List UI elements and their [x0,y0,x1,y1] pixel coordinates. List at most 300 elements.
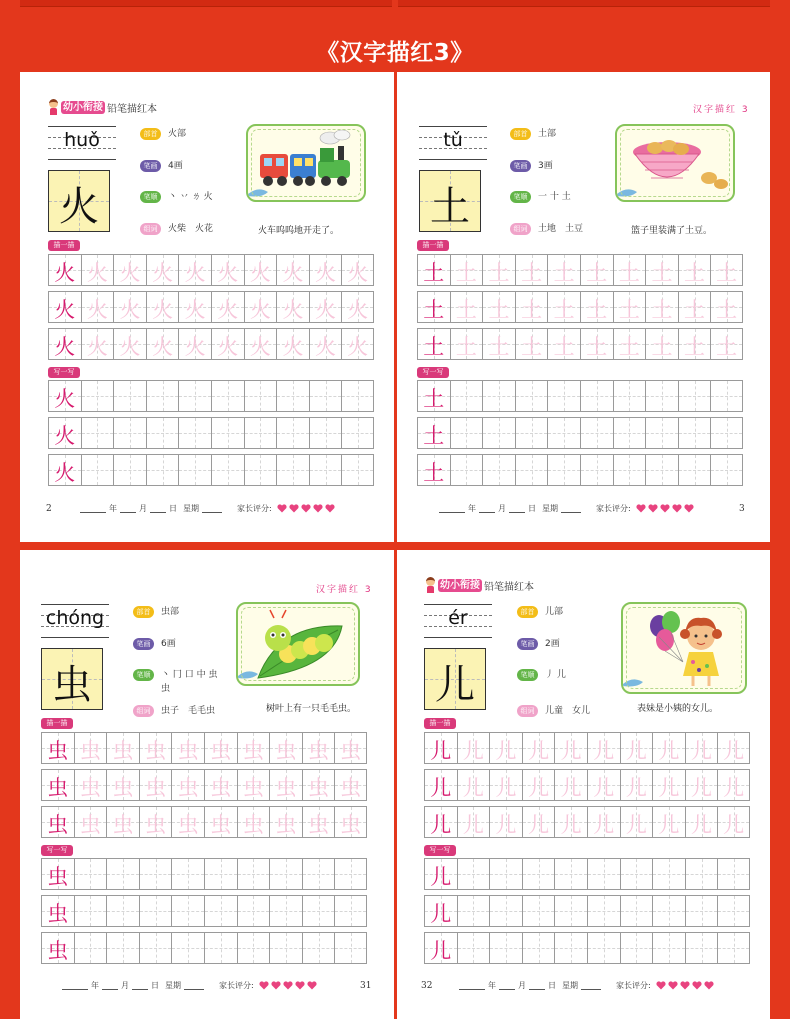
trace-cell[interactable] [204,806,237,838]
heart-rating-icon[interactable] [271,981,281,990]
trace-cell[interactable] [678,328,711,360]
fill-in-blank[interactable] [479,504,495,513]
trace-cell[interactable] [522,732,555,764]
write-cell[interactable] [489,858,522,890]
trace-cell[interactable] [341,254,374,286]
trace-cell[interactable] [81,328,114,360]
trace-cell[interactable] [341,291,374,323]
trace-cell[interactable] [554,769,587,801]
write-cell[interactable] [489,932,522,964]
write-cell[interactable] [522,858,555,890]
trace-cell[interactable] [334,769,367,801]
fill-in-blank[interactable] [62,981,88,990]
heart-rating-icon[interactable] [656,981,666,990]
caterpillar-illustration [236,602,360,686]
brand-header [48,99,157,115]
trace-cell[interactable] [178,328,211,360]
write-cell[interactable] [678,454,711,486]
write-cell[interactable] [204,932,237,964]
write-cell[interactable] [652,858,685,890]
footer-month-label: 月 [518,981,526,990]
trace-cell[interactable] [710,291,743,323]
trace-cell[interactable] [554,732,587,764]
trace-cell[interactable] [645,291,678,323]
trace-cell[interactable] [139,769,172,801]
write-cell[interactable] [620,895,653,927]
write-cell[interactable] [269,858,302,890]
trace-cell[interactable] [482,254,515,286]
trace-cell[interactable] [717,769,750,801]
write-cell[interactable] [645,454,678,486]
trace-cell[interactable] [146,254,179,286]
trace-cell[interactable] [81,291,114,323]
trace-cell[interactable] [309,254,342,286]
page-number: 2 [46,504,52,514]
trace-character: 虫 [177,813,199,837]
trace-cell[interactable] [580,254,613,286]
trace-cell[interactable] [620,769,653,801]
write-cell[interactable] [717,895,750,927]
trace-character: 火 [249,261,271,285]
write-cell[interactable] [146,454,179,486]
heart-rating-icon[interactable] [692,981,702,990]
fill-in-blank[interactable] [459,981,485,990]
write-cell[interactable] [237,858,270,890]
pinyin: ér [448,607,468,629]
write-cell[interactable] [515,417,548,449]
write-grid [48,380,374,491]
write-cell[interactable] [685,858,718,890]
fill-in-blank[interactable] [102,981,118,990]
strokes-badge: 笔画 [140,160,161,172]
write-cell[interactable] [334,858,367,890]
trace-cell[interactable] [587,769,620,801]
fill-in-blank[interactable] [202,504,222,513]
write-cell[interactable] [341,454,374,486]
trace-character: 土 [455,261,477,285]
heart-rating-icon[interactable] [636,504,646,513]
write-cell[interactable] [554,895,587,927]
write-cell[interactable] [302,932,335,964]
write-cell[interactable] [178,417,211,449]
trace-character: 虫 [145,776,167,800]
trace-character: 儿 [625,739,647,763]
write-cell[interactable] [554,932,587,964]
write-cell[interactable] [81,417,114,449]
trace-cell[interactable] [334,732,367,764]
fill-in-blank[interactable] [184,981,204,990]
write-cell[interactable] [302,895,335,927]
trace-cell[interactable] [178,291,211,323]
trace-cell[interactable] [450,328,483,360]
trace-cell[interactable] [685,769,718,801]
write-cell[interactable] [106,895,139,927]
trace-cell[interactable] [482,328,515,360]
example-sentence: 篮子里装满了土豆。 [631,226,713,236]
write-cell[interactable] [276,380,309,412]
trace-cell[interactable] [457,806,490,838]
write-cell[interactable] [244,454,277,486]
trace-cell[interactable] [717,806,750,838]
write-cell[interactable] [171,932,204,964]
trace-cell[interactable] [178,254,211,286]
fill-in-blank[interactable] [499,981,515,990]
write-cell[interactable] [204,858,237,890]
write-cell[interactable] [457,932,490,964]
write-cell[interactable] [106,932,139,964]
write-cell[interactable] [113,380,146,412]
trace-cell[interactable] [652,806,685,838]
write-cell[interactable] [450,417,483,449]
write-cell[interactable] [685,895,718,927]
trace-cell[interactable] [276,328,309,360]
trace-cell[interactable] [580,291,613,323]
write-cell[interactable] [146,380,179,412]
write-cell[interactable] [211,454,244,486]
model-character-cell [41,895,74,927]
fill-in-blank[interactable] [509,504,525,513]
write-cell[interactable] [645,380,678,412]
trace-cell[interactable] [309,328,342,360]
model-character: 土 [423,461,445,485]
write-cell[interactable] [334,895,367,927]
write-cell[interactable] [146,417,179,449]
write-cell[interactable] [309,454,342,486]
trace-character: 土 [521,261,543,285]
write-cell[interactable] [74,895,107,927]
trace-character: 儿 [462,813,484,837]
trace-cell[interactable] [244,291,277,323]
write-cell[interactable] [302,858,335,890]
trace-cell[interactable] [515,328,548,360]
trace-cell[interactable] [522,769,555,801]
trace-cell[interactable] [204,732,237,764]
trace-cell[interactable] [678,254,711,286]
write-cell[interactable] [547,454,580,486]
write-cell[interactable] [652,895,685,927]
write-cell[interactable] [139,858,172,890]
write-cell[interactable] [482,417,515,449]
write-cell[interactable] [341,380,374,412]
trace-cell[interactable] [334,806,367,838]
write-cell[interactable] [710,417,743,449]
trace-cell[interactable] [276,254,309,286]
heart-rating-icon[interactable] [672,504,682,513]
write-cell[interactable] [678,380,711,412]
trace-row [417,328,743,360]
trace-cell[interactable] [515,254,548,286]
heart-rating-icon[interactable] [325,504,335,513]
trace-cell[interactable] [554,806,587,838]
heart-rating-icon[interactable] [259,981,269,990]
trace-cell[interactable] [522,806,555,838]
write-cell[interactable] [178,454,211,486]
trace-cell[interactable] [710,328,743,360]
write-cell[interactable] [244,380,277,412]
write-cell[interactable] [309,380,342,412]
trace-grid [48,254,374,365]
heart-rating-icon[interactable] [684,504,694,513]
trace-grid [417,254,743,365]
footer-score-label: 家长评分: [616,981,651,990]
write-section-label: 写一写 [48,367,80,378]
order-value: 一 十 土 [538,192,571,202]
write-cell[interactable] [81,454,114,486]
trace-cell[interactable] [269,732,302,764]
write-cell[interactable] [237,895,270,927]
write-cell[interactable] [587,895,620,927]
write-cell[interactable] [204,895,237,927]
radical-value: 虫部 [161,607,180,617]
write-cell[interactable] [522,932,555,964]
trace-cell[interactable] [710,254,743,286]
trace-cell[interactable] [645,254,678,286]
write-cell[interactable] [171,895,204,927]
model-character-cell [41,932,74,964]
fill-in-blank[interactable] [150,504,166,513]
trace-cell[interactable] [237,769,270,801]
trace-cell[interactable] [652,769,685,801]
write-cell[interactable] [580,417,613,449]
trace-cell[interactable] [211,328,244,360]
trace-cell[interactable] [146,328,179,360]
write-cell[interactable] [81,380,114,412]
write-cell[interactable] [620,858,653,890]
trace-cell[interactable] [113,291,146,323]
heart-rating-icon[interactable] [289,504,299,513]
trace-character: 儿 [691,776,713,800]
girl-mascot-icon [425,577,436,593]
heart-rating-icon[interactable] [277,504,287,513]
write-cell[interactable] [489,895,522,927]
write-cell[interactable] [211,380,244,412]
write-grid [41,858,367,969]
trace-cell[interactable] [302,806,335,838]
trace-cell[interactable] [139,806,172,838]
footer-score-label: 家长评分: [237,504,272,513]
fill-in-blank[interactable] [581,981,601,990]
trace-cell[interactable] [81,254,114,286]
girl-mascot-icon [48,99,59,115]
radical-badge: 部首 [133,606,154,618]
trace-cell[interactable] [276,291,309,323]
model-character: 儿 [430,902,452,926]
order-badge: 笔顺 [133,669,154,681]
write-cell[interactable] [685,932,718,964]
write-cell[interactable] [645,417,678,449]
trace-cell[interactable] [309,291,342,323]
write-cell[interactable] [587,932,620,964]
trace-cell[interactable] [171,769,204,801]
trace-cell[interactable] [106,806,139,838]
trace-cell[interactable] [515,291,548,323]
write-cell[interactable] [547,417,580,449]
trace-row [424,806,750,838]
write-cell[interactable] [450,380,483,412]
trace-cell[interactable] [106,732,139,764]
fill-in-blank[interactable] [529,981,545,990]
trace-cell[interactable] [717,732,750,764]
trace-cell[interactable] [211,291,244,323]
trace-cell[interactable] [580,328,613,360]
trace-character: 火 [315,298,337,322]
fill-in-blank[interactable] [439,504,465,513]
brand-header [425,577,534,593]
trace-cell[interactable] [139,732,172,764]
trace-cell[interactable] [269,769,302,801]
write-cell[interactable] [341,417,374,449]
trace-cell[interactable] [237,806,270,838]
trace-cell[interactable] [620,732,653,764]
trace-cell[interactable] [685,806,718,838]
trace-cell[interactable] [620,806,653,838]
write-cell[interactable] [710,454,743,486]
trace-cell[interactable] [74,732,107,764]
trace-cell[interactable] [106,769,139,801]
write-cell[interactable] [580,454,613,486]
fill-in-blank[interactable] [120,504,136,513]
trace-character: 火 [119,335,141,359]
trace-cell[interactable] [211,254,244,286]
model-character: 火 [54,461,76,485]
write-section-label: 写一写 [41,845,73,856]
write-cell[interactable] [237,932,270,964]
write-cell[interactable] [678,417,711,449]
write-cell[interactable] [276,417,309,449]
write-cell[interactable] [309,417,342,449]
write-cell[interactable] [276,454,309,486]
model-character-cell [417,380,450,412]
trace-cell[interactable] [547,254,580,286]
trace-cell[interactable] [269,806,302,838]
write-cell[interactable] [717,858,750,890]
write-cell[interactable] [139,932,172,964]
write-row [48,454,374,486]
write-cell[interactable] [547,380,580,412]
trace-cell[interactable] [645,328,678,360]
trace-cell[interactable] [244,328,277,360]
write-cell[interactable] [580,380,613,412]
trace-cell[interactable] [652,732,685,764]
fill-in-blank[interactable] [132,981,148,990]
write-cell[interactable] [457,858,490,890]
trace-cell[interactable] [457,732,490,764]
write-cell[interactable] [457,895,490,927]
trace-cell[interactable] [244,254,277,286]
fill-in-blank[interactable] [80,504,106,513]
trace-cell[interactable] [613,328,646,360]
heart-rating-icon[interactable] [704,981,714,990]
trace-cell[interactable] [489,732,522,764]
trace-cell[interactable] [489,806,522,838]
write-cell[interactable] [178,380,211,412]
write-cell[interactable] [74,932,107,964]
write-cell[interactable] [620,932,653,964]
trace-cell[interactable] [613,291,646,323]
heart-rating-icon[interactable] [301,504,311,513]
trace-cell[interactable] [489,769,522,801]
write-cell[interactable] [522,895,555,927]
trace-cell[interactable] [204,769,237,801]
trace-cell[interactable] [547,291,580,323]
trace-cell[interactable] [685,732,718,764]
trace-cell[interactable] [171,732,204,764]
heart-rating-icon[interactable] [313,504,323,513]
trace-cell[interactable] [450,254,483,286]
write-cell[interactable] [171,858,204,890]
trace-character: 虫 [145,739,167,763]
trace-cell[interactable] [171,806,204,838]
trace-cell[interactable] [587,732,620,764]
heart-rating-icon[interactable] [668,981,678,990]
trace-cell[interactable] [678,291,711,323]
trace-cell[interactable] [482,291,515,323]
write-cell[interactable] [554,858,587,890]
trace-cell[interactable] [74,806,107,838]
write-cell[interactable] [652,932,685,964]
write-cell[interactable] [113,417,146,449]
trace-cell[interactable] [341,328,374,360]
write-cell[interactable] [587,858,620,890]
write-cell[interactable] [269,895,302,927]
trace-cell[interactable] [146,291,179,323]
write-cell[interactable] [211,417,244,449]
trace-cell[interactable] [302,769,335,801]
trace-cell[interactable] [302,732,335,764]
heart-rating-icon[interactable] [295,981,305,990]
trace-cell[interactable] [74,769,107,801]
write-cell[interactable] [113,454,146,486]
heart-rating-icon[interactable] [680,981,690,990]
trace-cell[interactable] [547,328,580,360]
main-character: 虫 [52,662,92,708]
write-cell[interactable] [450,454,483,486]
write-cell[interactable] [106,858,139,890]
trace-cell[interactable] [113,254,146,286]
trace-cell[interactable] [113,328,146,360]
trace-cell[interactable] [457,769,490,801]
write-cell[interactable] [613,417,646,449]
write-cell[interactable] [139,895,172,927]
trace-cell[interactable] [450,291,483,323]
write-cell[interactable] [74,858,107,890]
write-cell[interactable] [717,932,750,964]
write-cell[interactable] [269,932,302,964]
heart-rating-icon[interactable] [283,981,293,990]
heart-rating-icon[interactable] [648,504,658,513]
write-cell[interactable] [334,932,367,964]
trace-cell[interactable] [587,806,620,838]
trace-character: 土 [684,335,706,359]
heart-rating-icon[interactable] [307,981,317,990]
write-cell[interactable] [710,380,743,412]
trace-character: 土 [651,335,673,359]
write-cell[interactable] [244,417,277,449]
write-cell[interactable] [515,454,548,486]
strokes-badge: 笔画 [133,638,154,650]
trace-cell[interactable] [237,732,270,764]
write-cell[interactable] [613,454,646,486]
write-cell[interactable] [613,380,646,412]
write-cell[interactable] [515,380,548,412]
write-cell[interactable] [482,454,515,486]
trace-character: 火 [119,298,141,322]
write-cell[interactable] [482,380,515,412]
words-value: 儿童 女儿 [545,706,591,716]
trace-cell[interactable] [613,254,646,286]
fill-in-blank[interactable] [561,504,581,513]
heart-rating-icon[interactable] [660,504,670,513]
